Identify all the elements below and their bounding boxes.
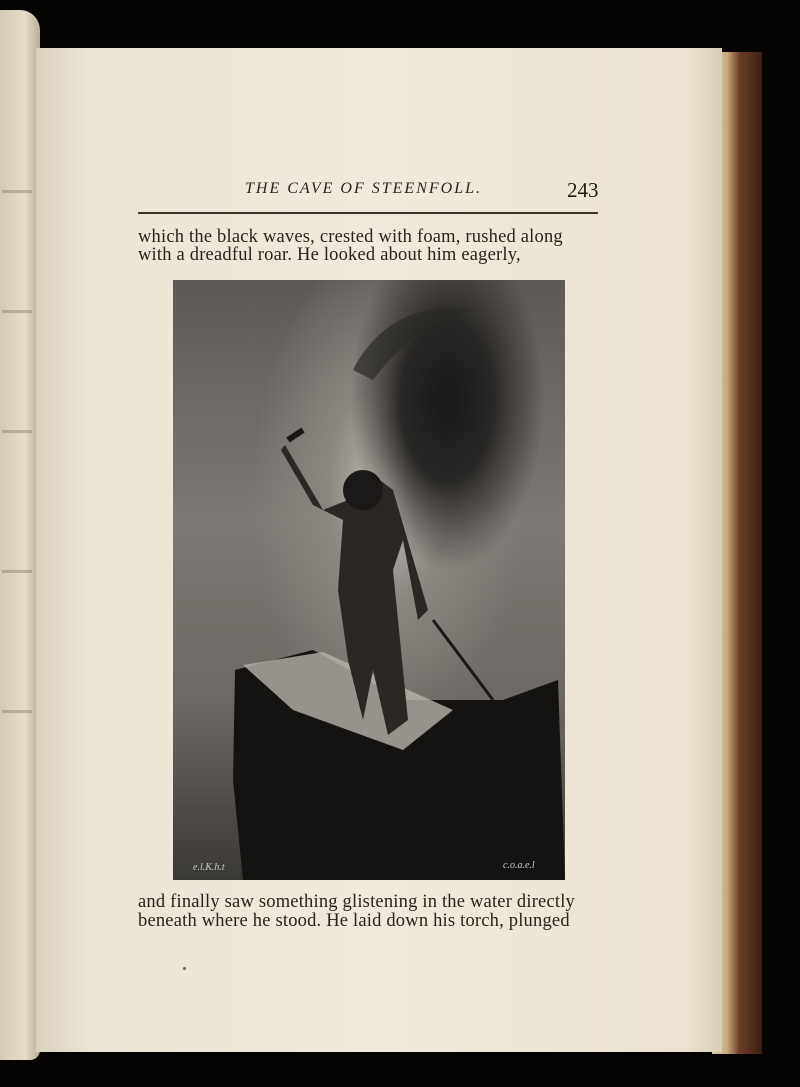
- page-speck: [183, 967, 186, 970]
- engraver-signature-left: e.l.K.h.t: [193, 862, 225, 873]
- running-head: THE CAVE OF STEENFOLL.: [245, 180, 482, 197]
- figure-head: [343, 470, 383, 510]
- header-rule: [138, 212, 598, 214]
- engraving-figure: [173, 280, 565, 880]
- smoke-plume: [353, 308, 473, 380]
- bleed-text: [2, 310, 32, 313]
- facing-page-edge: [0, 10, 40, 1060]
- text-line: which the black waves, crested with foam, rushed along: [138, 227, 563, 247]
- torch: [288, 430, 303, 440]
- text-line: and finally saw something glistening in the water directly: [138, 892, 576, 912]
- bleed-text: [2, 710, 32, 713]
- text-line: beneath where he stood. He laid down his torch, plunged: [138, 911, 570, 931]
- text-line: with a dreadful roar. He looked about him eagerly,: [138, 245, 521, 265]
- engraver-signature-right: c.o.a.e.l: [503, 860, 535, 871]
- bleed-text: [2, 430, 32, 433]
- engraving-illustration: [173, 280, 565, 880]
- rope: [433, 620, 493, 700]
- bleed-text: [2, 190, 32, 193]
- bleed-text: [2, 570, 32, 573]
- page-number: 243: [567, 178, 599, 202]
